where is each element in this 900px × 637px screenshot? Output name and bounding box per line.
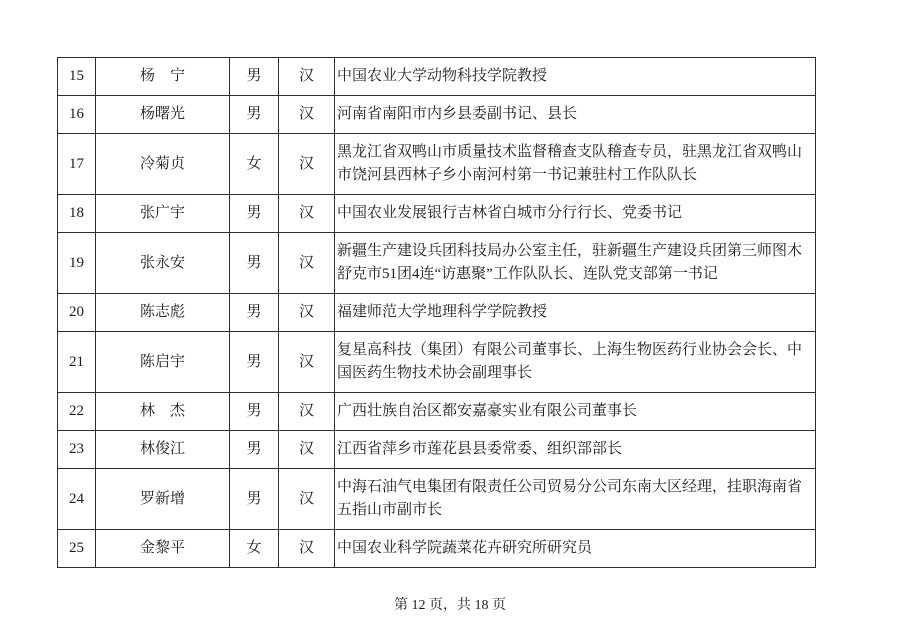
- table-row: [58, 431, 816, 469]
- row-number-cell: 22: [58, 393, 96, 431]
- person-name-cell: 罗新增: [96, 469, 230, 530]
- position-cell: 中国农业大学动物科技学院教授: [335, 58, 816, 96]
- position-cell: 中国农业发展银行吉林省白城市分行行长、党委书记: [335, 195, 816, 233]
- ethnicity-cell: 汉: [279, 332, 335, 393]
- person-name-cell: 冷菊贞: [96, 134, 230, 195]
- position-cell: 广西壮族自治区都安嘉豪实业有限公司董事长: [335, 393, 816, 431]
- row-number-cell: 25: [58, 530, 96, 568]
- gender-cell: 男: [230, 58, 279, 96]
- row-number-cell: 18: [58, 195, 96, 233]
- gender-cell: 男: [230, 393, 279, 431]
- row-number-cell: 21: [58, 332, 96, 393]
- table-row: [58, 233, 816, 294]
- table-body: [58, 58, 816, 568]
- ethnicity-cell: 汉: [279, 134, 335, 195]
- ethnicity-cell: 汉: [279, 58, 335, 96]
- gender-cell: 男: [230, 294, 279, 332]
- position-cell: 江西省萍乡市莲花县县委常委、组织部部长: [335, 431, 816, 469]
- position-cell: 中海石油气电集团有限责任公司贸易分公司东南大区经理，挂职海南省五指山市副市长: [335, 469, 816, 530]
- row-number-cell: 19: [58, 233, 96, 294]
- gender-cell: 女: [230, 134, 279, 195]
- person-name-cell: 陈启宇: [96, 332, 230, 393]
- table-row: [58, 332, 816, 393]
- table-row: [58, 530, 816, 568]
- row-number-cell: 24: [58, 469, 96, 530]
- table-row: [58, 195, 816, 233]
- ethnicity-cell: 汉: [279, 195, 335, 233]
- position-cell: 福建师范大学地理科学学院教授: [335, 294, 816, 332]
- person-name-cell: 张永安: [96, 233, 230, 294]
- person-name-cell: 林 杰: [96, 393, 230, 431]
- person-name-cell: 杨曙光: [96, 96, 230, 134]
- gender-cell: 女: [230, 530, 279, 568]
- person-name-cell: 林俊江: [96, 431, 230, 469]
- table-row: [58, 96, 816, 134]
- person-name-cell: 陈志彪: [96, 294, 230, 332]
- page-number-footer: 第 12 页，共 18 页: [394, 598, 506, 613]
- table-row: [58, 469, 816, 530]
- ethnicity-cell: 汉: [279, 96, 335, 134]
- row-number-cell: 20: [58, 294, 96, 332]
- gender-cell: 男: [230, 195, 279, 233]
- position-cell: 河南省南阳市内乡县委副书记、县长: [335, 96, 816, 134]
- row-number-cell: 23: [58, 431, 96, 469]
- ethnicity-cell: 汉: [279, 431, 335, 469]
- row-number-cell: 16: [58, 96, 96, 134]
- person-name-cell: 张广宇: [96, 195, 230, 233]
- gender-cell: 男: [230, 469, 279, 530]
- table-row: [58, 58, 816, 96]
- gender-cell: 男: [230, 431, 279, 469]
- ethnicity-cell: 汉: [279, 294, 335, 332]
- person-name-cell: 金黎平: [96, 530, 230, 568]
- ethnicity-cell: 汉: [279, 469, 335, 530]
- roster-table: [57, 57, 816, 568]
- position-cell: 复星高科技（集团）有限公司董事长、上海生物医药行业协会会长、中国医药生物技术协会副理事长: [335, 332, 816, 393]
- position-cell: 中国农业科学院蔬菜花卉研究所研究员: [335, 530, 816, 568]
- person-name-cell: 杨 宁: [96, 58, 230, 96]
- gender-cell: 男: [230, 233, 279, 294]
- table-row: [58, 294, 816, 332]
- row-number-cell: 17: [58, 134, 96, 195]
- table-row: [58, 393, 816, 431]
- position-cell: 黑龙江省双鸭山市质量技术监督稽查支队稽查专员，驻黑龙江省双鸭山市饶河县西林子乡小南河村第一书记兼驻村工作队队长: [335, 134, 816, 195]
- table-row: [58, 134, 816, 195]
- row-number-cell: 15: [58, 58, 96, 96]
- gender-cell: 男: [230, 332, 279, 393]
- gender-cell: 男: [230, 96, 279, 134]
- position-cell: 新疆生产建设兵团科技局办公室主任，驻新疆生产建设兵团第三师图木舒克市51团4连“访惠聚”工作队队长、连队党支部第一书记: [335, 233, 816, 294]
- ethnicity-cell: 汉: [279, 393, 335, 431]
- ethnicity-cell: 汉: [279, 233, 335, 294]
- ethnicity-cell: 汉: [279, 530, 335, 568]
